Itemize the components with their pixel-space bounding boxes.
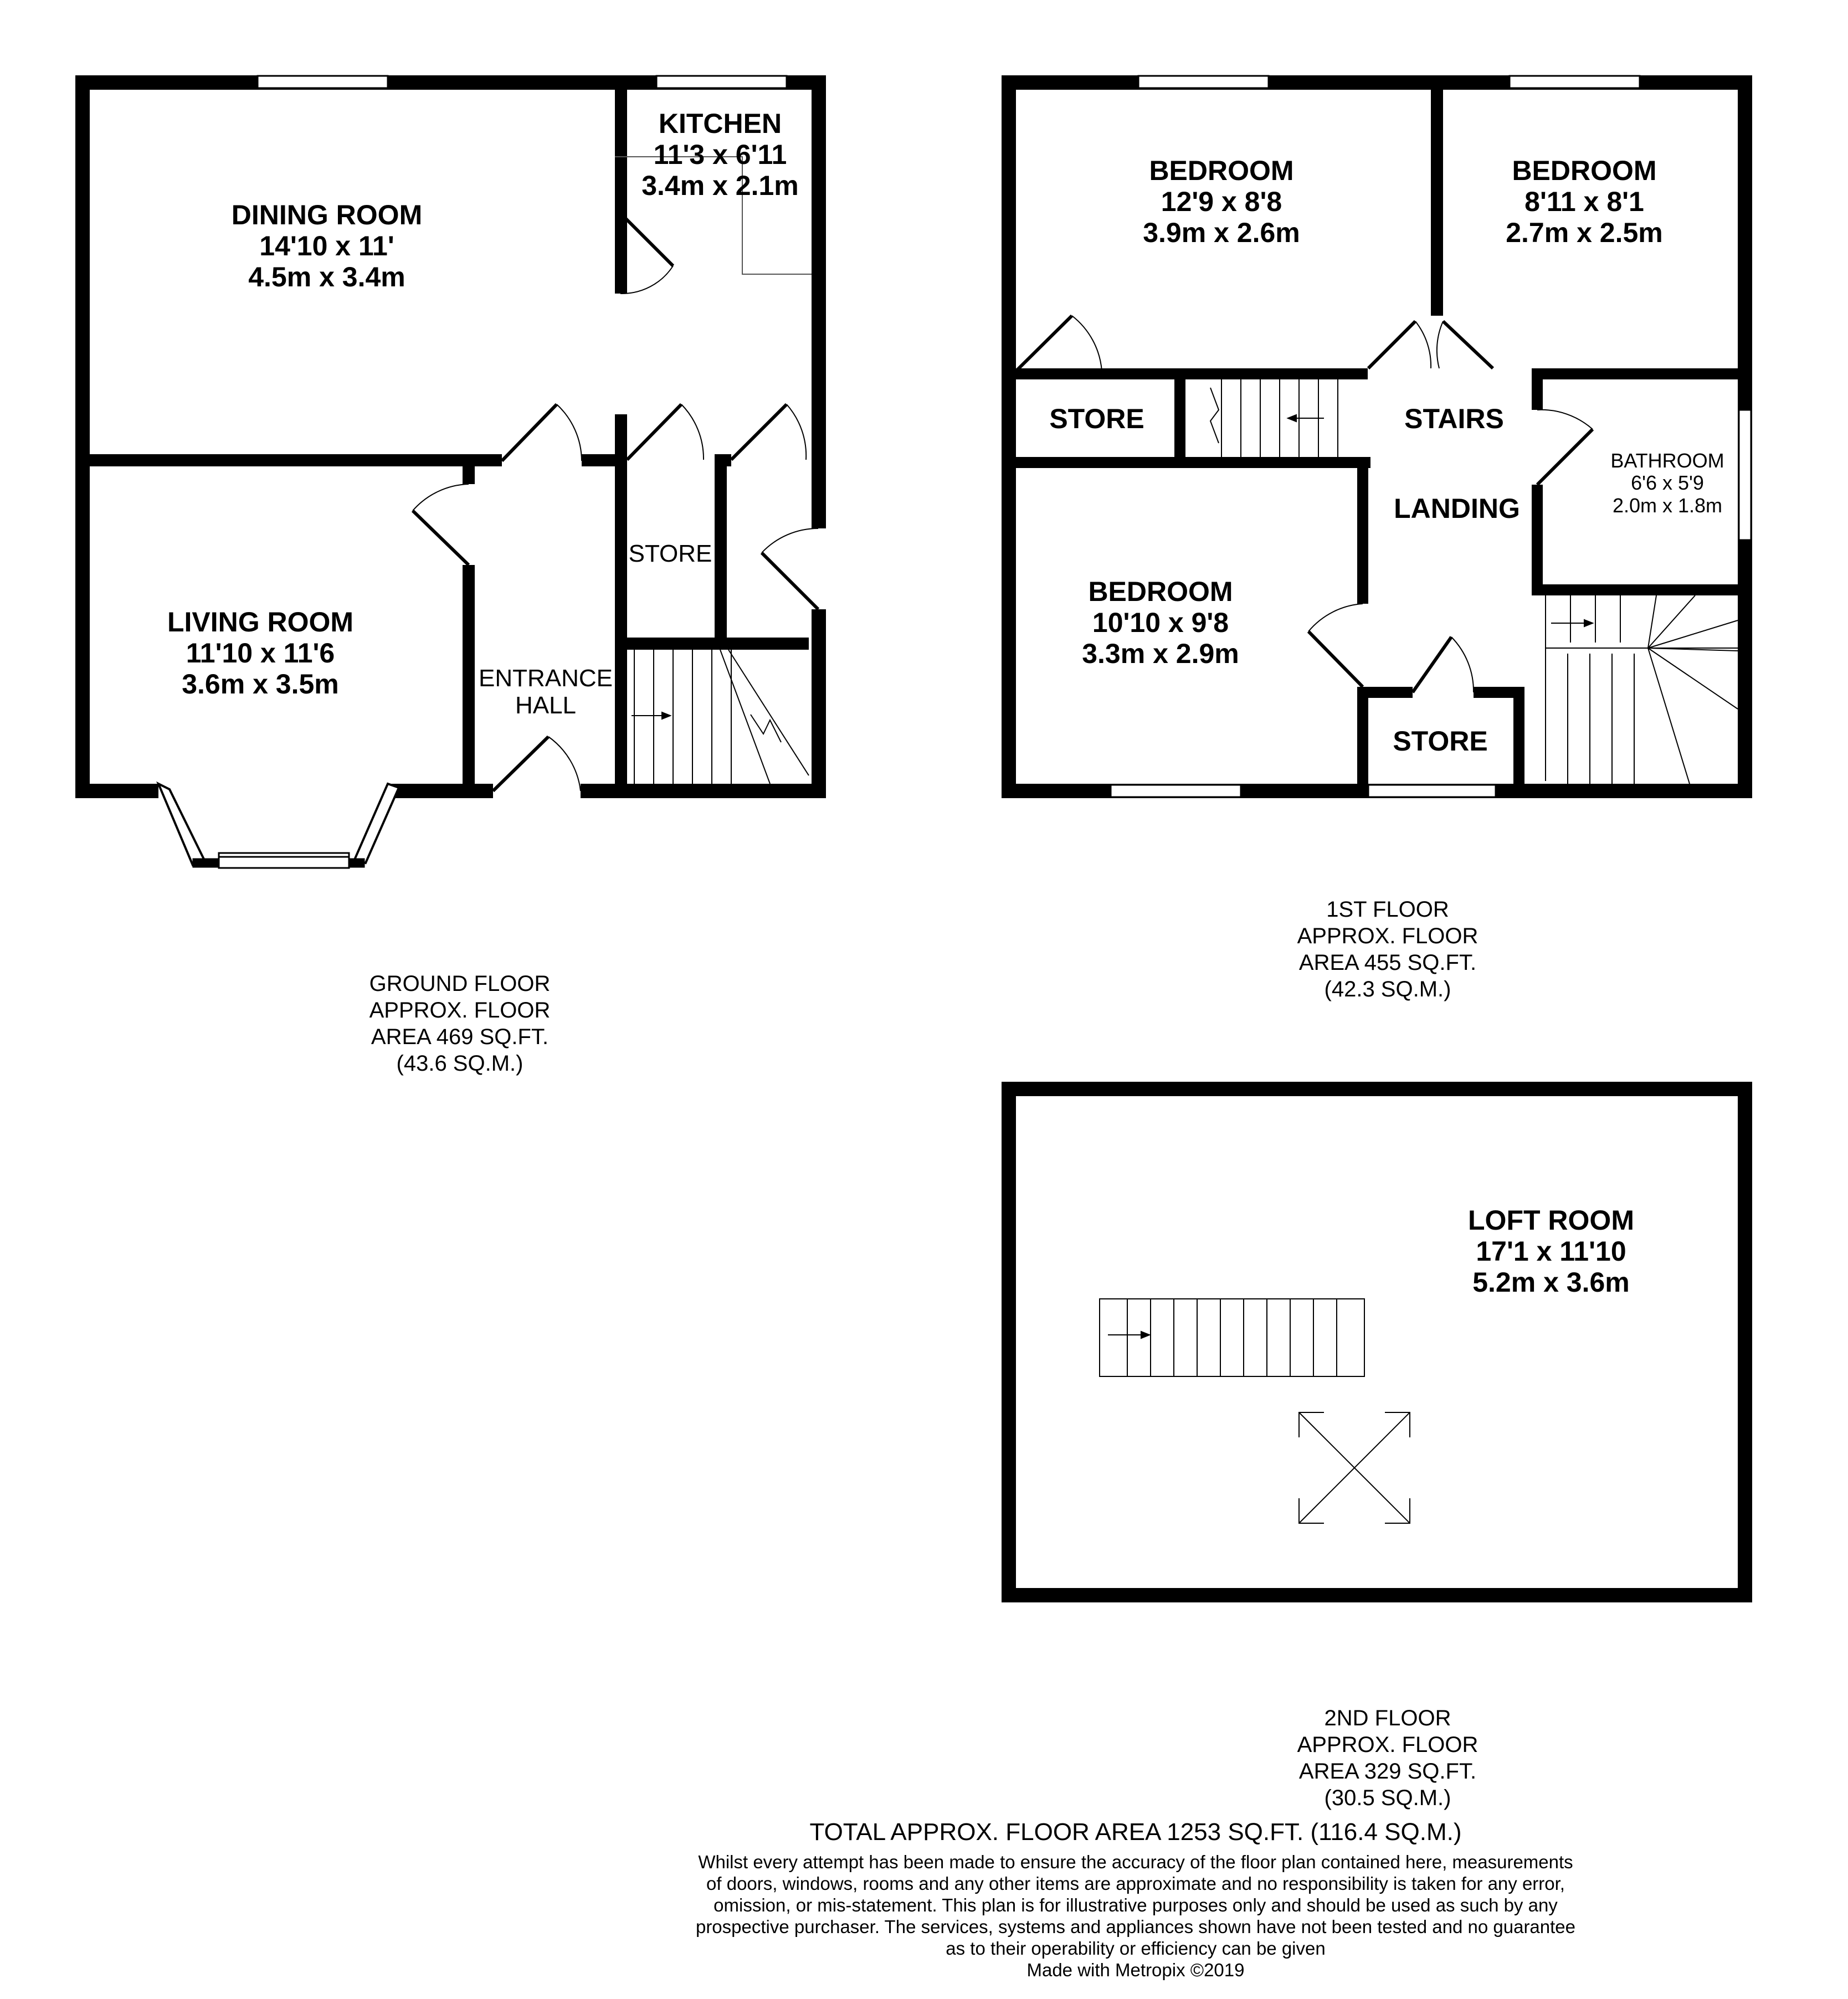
skylight [1299,1412,1410,1523]
bedroom-1-name: BEDROOM [1149,155,1294,186]
first-store-1-label [1030,403,1163,434]
second-floor-plan [1002,1082,1752,1602]
bedroom-1-label [1105,155,1338,248]
entrance-hall-label [474,665,618,720]
ground-floor-caption-line3: AREA 469 SQ.FT. [371,1025,549,1049]
landing-label [1379,493,1534,524]
first-floor-caption [1260,896,1515,1003]
dining-room-label [211,199,443,292]
ground-floor-caption-line1: GROUND FLOOR [369,972,551,996]
bathroom-label [1598,450,1737,517]
credit: Made with Metropix ©2019 [1026,1959,1245,1980]
entrance-hall-line1: ENTRANCE [478,665,613,692]
loft-stairs [1100,1299,1364,1376]
bedroom-3-name: BEDROOM [1088,576,1233,607]
loft-room-name: LOFT ROOM [1468,1205,1634,1236]
kitchen-metric: 3.4m x 2.1m [641,170,799,201]
second-floor-caption-line1: 2ND FLOOR [1324,1706,1451,1730]
bedroom-3-metric: 3.3m x 2.9m [1082,638,1239,669]
bedroom-2-imperial: 8'11 x 8'1 [1524,186,1644,217]
bathroom-metric: 2.0m x 1.8m [1612,494,1723,517]
ground-floor-caption [332,970,587,1077]
kitchen-label [620,108,820,201]
disclaimer-line1: Whilst every attempt has been made to ensure the accuracy of the floor plan contained here, measurements [698,1852,1573,1872]
second-floor-caption [1260,1705,1515,1811]
dining-room-imperial: 14'10 x 11' [259,230,394,261]
kitchen-imperial: 11'3 x 6'11 [653,139,787,170]
ground-floor-caption-line4: (43.6 SQ.M.) [396,1051,523,1076]
living-room-imperial: 11'10 x 11'6 [186,638,335,669]
loft-room-imperial: 17'1 x 11'10 [1476,1236,1626,1267]
living-room-metric: 3.6m x 3.5m [182,669,339,700]
first-floor-caption-line4: (42.3 SQ.M.) [1324,977,1451,1001]
ground-floor-stairs [632,650,809,784]
disclaimer-line5: as to their operability or efficiency can be given [946,1938,1326,1959]
first-floor-caption-line3: AREA 455 SQ.FT. [1298,950,1477,975]
first-store-2-name: STORE [1393,726,1488,757]
bathroom-name: BATHROOM [1610,449,1724,472]
first-floor-stairs [1210,379,1738,784]
dining-room-name: DINING ROOM [231,199,423,230]
disclaimer-line3: omission, or mis-statement. This plan is for illustrative purposes only and should be used as such by any [713,1894,1558,1915]
second-floor-caption-line2: APPROX. FLOOR [1297,1733,1479,1757]
bedroom-3-label [1044,576,1277,669]
first-store-2-label [1374,726,1507,757]
bedroom-2-metric: 2.7m x 2.5m [1506,217,1663,248]
bedroom-2-name: BEDROOM [1512,155,1657,186]
kitchen-name: KITCHEN [658,108,782,139]
bedroom-1-imperial: 12'9 x 8'8 [1161,186,1282,217]
living-room-label [144,607,377,700]
loft-room-metric: 5.2m x 3.6m [1472,1267,1630,1298]
stairs-name: STAIRS [1404,403,1504,434]
ground-store-label [623,540,717,567]
entrance-hall-line2: HALL [515,692,577,720]
ground-floor-caption-line2: APPROX. FLOOR [369,998,551,1022]
bedroom-2-label [1474,155,1695,248]
first-floor-caption-line2: APPROX. FLOOR [1297,924,1479,948]
stairs-label [1388,403,1521,434]
living-room-name: LIVING ROOM [167,607,354,638]
ground-store-name: STORE [628,540,712,567]
total-floor-area [720,1818,1551,1846]
bedroom-3-imperial: 10'10 x 9'8 [1092,607,1229,638]
loft-room-label [1429,1205,1673,1298]
disclaimer-line2: of doors, windows, rooms and any other items are approximate and no responsibility is taken for any error, [706,1873,1565,1894]
landing-name: LANDING [1394,493,1520,524]
first-store-1-name: STORE [1049,403,1144,434]
dining-room-metric: 4.5m x 3.4m [248,261,405,292]
bedroom-1-metric: 3.9m x 2.6m [1143,217,1300,248]
disclaimer-line4: prospective purchaser. The services, systems and appliances shown have not been tested and no guarantee [695,1916,1576,1937]
bathroom-imperial: 6'6 x 5'9 [1631,471,1704,495]
disclaimer [609,1852,1662,1981]
first-floor-caption-line1: 1ST FLOOR [1326,897,1449,922]
total-floor-area-text: TOTAL APPROX. FLOOR AREA 1253 SQ.FT. (116.4 SQ.M.) [809,1818,1462,1846]
second-floor-caption-line4: (30.5 SQ.M.) [1324,1786,1451,1810]
second-floor-caption-line3: AREA 329 SQ.FT. [1298,1759,1477,1784]
